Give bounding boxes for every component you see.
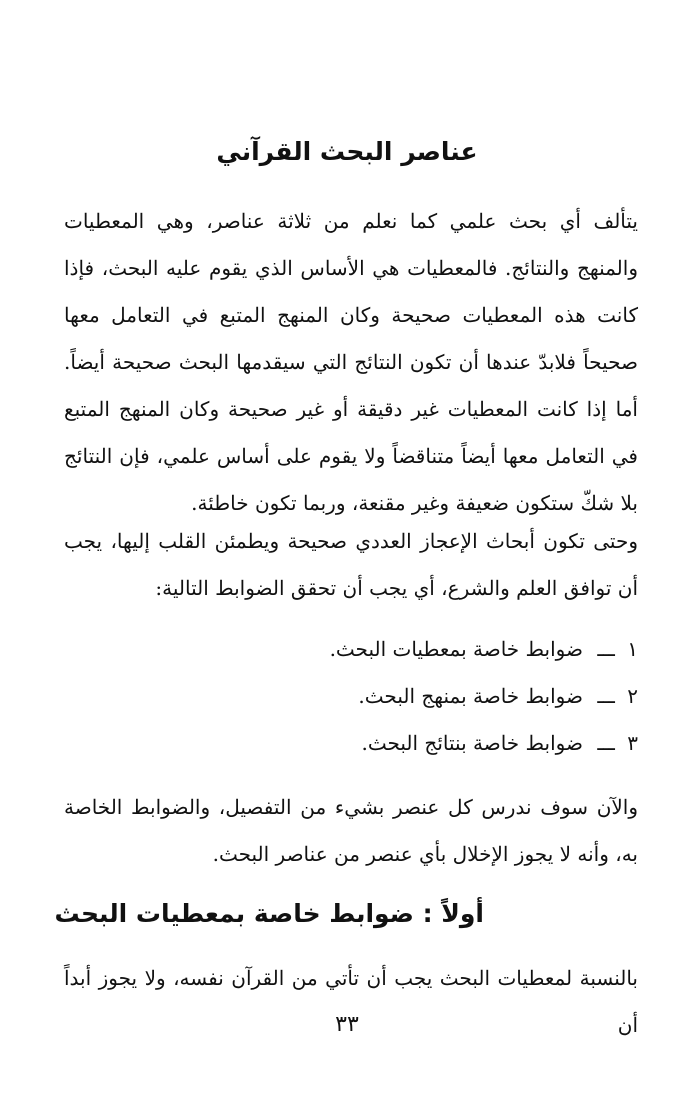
section-heading: أولاً : ضوابط خاصة بمعطيات البحث (54, 899, 484, 928)
page-number: ٣٣ (335, 1012, 359, 1037)
paragraph-conditions: وحتى تكون أبحاث الإعجاز العددي صحيحة ويطمئن القلب إليها، يجب أن توافق العلم والشرع، أي يجب أن تحقق الضوابط التالية: (64, 529, 638, 600)
list-item-text: ضوابط خاصة بمعطيات البحث. (329, 637, 583, 661)
list-item-dash: ـــ (597, 684, 615, 708)
page-title: عناصر البحث القرآني (216, 137, 478, 166)
list-item (330, 720, 638, 767)
list-item-text: ضوابط خاصة بمنهج البحث. (358, 684, 583, 708)
list-item-number: ٣ (627, 731, 638, 755)
list-item-number: ١ (627, 637, 638, 661)
paragraph-intro: يتألف أي بحث علمي كما نعلم من ثلاثة عناصر، وهي المعطيات والمنهج والنتائج. فالمعطيات هي الأساس الذي يقوم عليه البحث، فإذا كانت هذه المعطيات صحيحة وكان المنهج المتبع في التعامل معها صحيحاً فلابدّ عندها أن تكون النتائج التي سيقدمها البحث صحيحة أيضاً. أما إذا كانت المعطيات غير دقيقة أو غير صحيحة وكان المنهج المتبع في التعامل معها أيضاً متناقضاً ولا يقوم على أساس علمي، فإن النتائج بلا شكّ ستكون ضعيفة وغير مقنعة، وربما تكون خاطئة. (64, 209, 638, 515)
list-item-dash: ـــ (597, 637, 615, 661)
criteria-list (330, 626, 638, 767)
paragraph-data-sources: بالنسبة لمعطيات البحث يجب أن تأتي من القرآن نفسه، ولا يجوز أبداً أن (64, 966, 638, 1037)
list-item-text: ضوابط خاصة بنتائج البحث. (361, 731, 583, 755)
list-item (330, 626, 638, 673)
list-item-number: ٢ (627, 684, 638, 708)
list-item (330, 673, 638, 720)
paragraph-details: والآن سوف ندرس كل عنصر بشيء من التفصيل، والضوابط الخاصة به، وأنه لا يجوز الإخلال بأي عنصر من عناصر البحث. (64, 795, 638, 866)
list-item-dash: ـــ (597, 731, 615, 755)
